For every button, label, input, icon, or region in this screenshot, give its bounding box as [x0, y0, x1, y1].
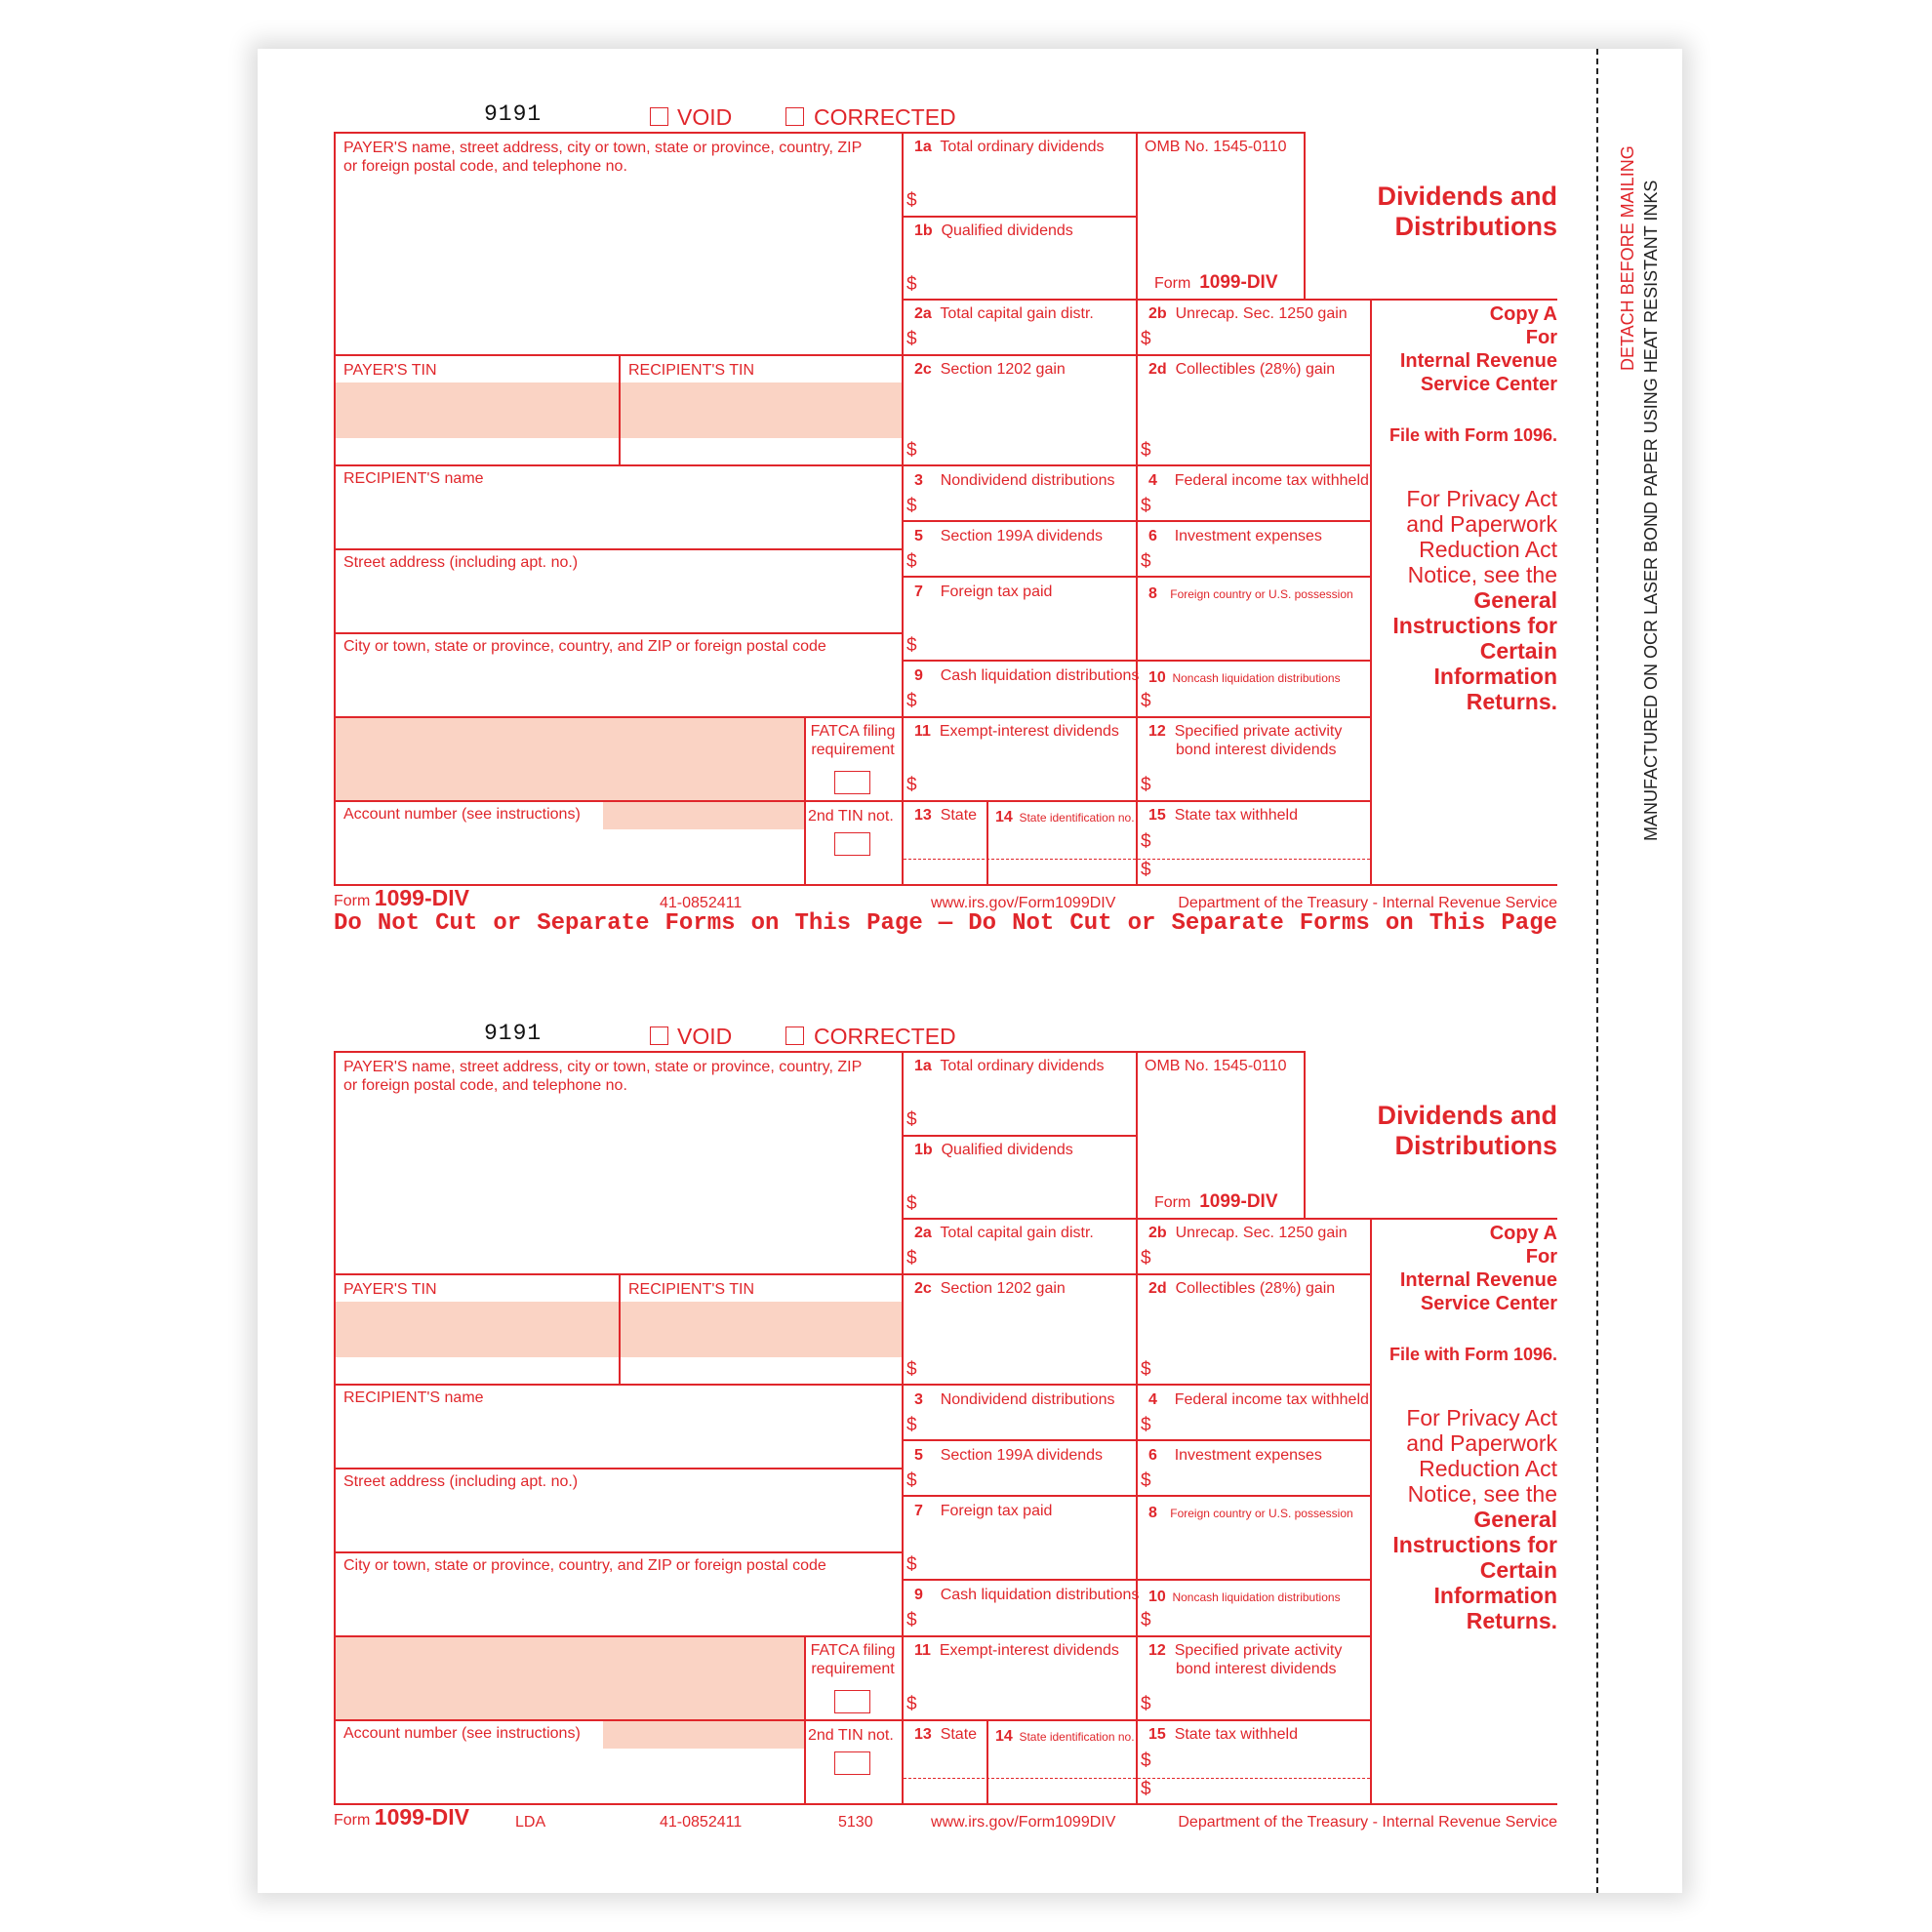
form-code: 9191	[484, 101, 543, 127]
box-5-dollar: $	[906, 551, 917, 572]
box-3-dollar: $	[906, 1415, 917, 1435]
box-1b-dollar: $	[906, 274, 917, 295]
box-13-label: 13 State	[914, 1726, 978, 1743]
void-label: VOID	[677, 1024, 733, 1049]
city-label: City or town, state or province, country, and ZIP or foreign postal code	[343, 1557, 826, 1574]
box-4-dollar: $	[1141, 496, 1151, 516]
form-code: 9191	[484, 1021, 543, 1046]
box-8-label: 8 Foreign country or U.S. possession	[1148, 1505, 1353, 1521]
account-number-field[interactable]	[603, 1721, 804, 1749]
fatca-checkbox[interactable]	[834, 1690, 870, 1713]
box-3-label: 3 Nondividend distributions	[914, 472, 1115, 489]
file-with-1096: File with Form 1096.	[1389, 425, 1557, 445]
box-11-label: 11 Exempt-interest dividends	[914, 1642, 1119, 1659]
box-6-label: 6 Investment expenses	[1148, 528, 1322, 544]
fatca-label: FATCA filing requirement	[810, 723, 896, 759]
account-number-label: Account number (see instructions)	[343, 1725, 581, 1742]
omb-number: OMB No. 1545-0110	[1145, 1058, 1287, 1074]
form-title: Dividends and Distributions	[1377, 181, 1557, 241]
box-9-label: 9 Cash liquidation distributions	[914, 667, 1140, 684]
box-6-dollar: $	[1141, 551, 1151, 572]
box-2b-label: 2b Unrecap. Sec. 1250 gain	[1148, 305, 1348, 322]
box-14-label: 14 State identification no.	[995, 809, 1135, 825]
account-number-label: Account number (see instructions)	[343, 806, 581, 823]
box-2a-dollar: $	[906, 329, 917, 349]
box-2d-dollar: $	[1141, 1359, 1151, 1380]
do-not-cut-banner: Do Not Cut or Separate Forms on This Page — Do Not Cut or Separate Forms on This Page	[334, 910, 1557, 937]
box-3-dollar: $	[906, 496, 917, 516]
form-name-box: Form 1099-DIV	[1154, 272, 1278, 293]
fatca-label: FATCA filing requirement	[810, 1642, 896, 1678]
box-1a-dollar: $	[906, 1109, 917, 1130]
box-15-dollar-2: $	[1141, 1779, 1151, 1799]
box-8-label: 8 Foreign country or U.S. possession	[1148, 585, 1353, 602]
account-number-field[interactable]	[603, 802, 804, 829]
payer-tin-label: PAYER'S TIN	[343, 362, 437, 379]
box-7-label: 7 Foreign tax paid	[914, 1503, 1053, 1519]
box-9-dollar: $	[906, 691, 917, 711]
corrected-checkbox[interactable]	[785, 107, 804, 126]
box-2c-dollar: $	[906, 1359, 917, 1380]
box-1a-label: 1a Total ordinary dividends	[914, 139, 1105, 155]
void-label: VOID	[677, 104, 733, 130]
box-5-label: 5 Section 199A dividends	[914, 528, 1104, 544]
corrected-label: CORRECTED	[814, 104, 956, 130]
box-1b-dollar: $	[906, 1193, 917, 1214]
file-with-1096: File with Form 1096.	[1389, 1345, 1557, 1364]
box-1b-label: 1b Qualified dividends	[914, 1142, 1073, 1158]
form-name-box: Form 1099-DIV	[1154, 1191, 1278, 1212]
box-2d-label: 2d Collectibles (28%) gain	[1148, 361, 1336, 378]
street-address-label: Street address (including apt. no.)	[343, 554, 579, 571]
form-1099-div-bottom	[334, 1017, 1557, 1866]
box-2c-label: 2c Section 1202 gain	[914, 361, 1066, 378]
recipient-tin-field[interactable]	[621, 382, 902, 438]
corrected-label: CORRECTED	[814, 1024, 956, 1049]
box-2b-dollar: $	[1141, 329, 1151, 349]
box-10-label: 10 Noncash liquidation distributions	[1148, 1589, 1341, 1605]
box-15-dollar-2: $	[1141, 860, 1151, 880]
payer-tin-field[interactable]	[336, 382, 619, 438]
box-6-label: 6 Investment expenses	[1148, 1447, 1322, 1464]
box-2d-label: 2d Collectibles (28%) gain	[1148, 1280, 1336, 1297]
box-3-label: 3 Nondividend distributions	[914, 1391, 1115, 1408]
fatca-checkbox[interactable]	[834, 771, 870, 794]
payer-info-label: PAYER'S name, street address, city or town, state or province, country, ZIP or foreign postal code, and telephone no.	[343, 1059, 863, 1095]
box-7-dollar: $	[906, 635, 917, 656]
box-11-dollar: $	[906, 775, 917, 795]
recipient-name-label: RECIPIENT'S name	[343, 1389, 484, 1406]
box-10-label: 10 Noncash liquidation distributions	[1148, 669, 1341, 686]
payer-tin-label: PAYER'S TIN	[343, 1281, 437, 1298]
street-address-label: Street address (including apt. no.)	[343, 1473, 579, 1490]
second-tin-label: 2nd TIN not.	[808, 808, 894, 825]
box-11-dollar: $	[906, 1694, 917, 1714]
recipient-tin-label: RECIPIENT'S TIN	[628, 1281, 754, 1298]
second-tin-checkbox[interactable]	[834, 1751, 870, 1775]
city-label: City or town, state or province, country, and ZIP or foreign postal code	[343, 638, 826, 655]
box-14-label: 14 State identification no.	[995, 1728, 1135, 1745]
footer-cat-no: 41-0852411	[660, 1814, 743, 1831]
box-12-label: 12 Specified private activity bond interest dividends	[1148, 723, 1343, 759]
manufactured-on-text: MANUFACTURED ON OCR LASER BOND PAPER USING HEAT RESISTANT INKS	[1641, 180, 1661, 841]
recipient-tin-field[interactable]	[621, 1302, 902, 1357]
corrected-checkbox[interactable]	[785, 1026, 804, 1045]
second-tin-label: 2nd TIN not.	[808, 1727, 894, 1744]
box-2d-dollar: $	[1141, 440, 1151, 461]
box-9-dollar: $	[906, 1610, 917, 1630]
box-1a-label: 1a Total ordinary dividends	[914, 1058, 1105, 1074]
box-2b-dollar: $	[1141, 1248, 1151, 1268]
box-9-label: 9 Cash liquidation distributions	[914, 1587, 1140, 1603]
box-11-label: 11 Exempt-interest dividends	[914, 723, 1119, 740]
box-5-dollar: $	[906, 1470, 917, 1491]
box-2c-dollar: $	[906, 440, 917, 461]
footer-cat-no: 41-0852411	[660, 895, 743, 911]
box-15-dollar-1: $	[1141, 831, 1151, 852]
form-title: Dividends and Distributions	[1377, 1101, 1557, 1160]
box-7-dollar: $	[906, 1554, 917, 1575]
box-5-label: 5 Section 199A dividends	[914, 1447, 1104, 1464]
privacy-notice: For Privacy Act and Paperwork Reduction Act Notice, see the General Instructions for Certain Information Returns.	[1392, 1405, 1557, 1633]
box-15-label: 15 State tax withheld	[1148, 1726, 1298, 1743]
box-1a-dollar: $	[906, 190, 917, 211]
box-2a-dollar: $	[906, 1248, 917, 1268]
box-13-label: 13 State	[914, 807, 978, 824]
box-12-dollar: $	[1141, 775, 1151, 795]
recipient-name-label: RECIPIENT'S name	[343, 470, 484, 487]
footer-form-name: Form 1099-DIV	[334, 885, 469, 910]
box-10-dollar: $	[1141, 691, 1151, 711]
box-15-label: 15 State tax withheld	[1148, 807, 1298, 824]
recipient-tin-label: RECIPIENT'S TIN	[628, 362, 754, 379]
box-2a-label: 2a Total capital gain distr.	[914, 1225, 1094, 1241]
box-6-dollar: $	[1141, 1470, 1151, 1491]
box-4-label: 4 Federal income tax withheld	[1148, 472, 1369, 489]
form-1099-div-top	[334, 98, 1557, 946]
footer-dept: Department of the Treasury - Internal Revenue Service	[1178, 895, 1557, 911]
payer-tin-field[interactable]	[336, 1302, 619, 1357]
footer-lda: LDA	[515, 1814, 546, 1831]
box-15-dollar-1: $	[1141, 1751, 1151, 1771]
footer-dept: Department of the Treasury - Internal Revenue Service	[1178, 1814, 1557, 1831]
box-4-label: 4 Federal income tax withheld	[1148, 1391, 1369, 1408]
detach-before-mailing-text: DETACH BEFORE MAILING	[1618, 145, 1637, 371]
box-2b-label: 2b Unrecap. Sec. 1250 gain	[1148, 1225, 1348, 1241]
shaded-area	[336, 718, 804, 800]
box-2a-label: 2a Total capital gain distr.	[914, 305, 1094, 322]
copy-a-info: Copy A For Internal Revenue Service Center	[1399, 303, 1557, 395]
privacy-notice: For Privacy Act and Paperwork Reduction Act Notice, see the General Instructions for Certain Information Returns.	[1392, 486, 1557, 714]
box-2c-label: 2c Section 1202 gain	[914, 1280, 1066, 1297]
shaded-area	[336, 1637, 804, 1719]
box-12-label: 12 Specified private activity bond interest dividends	[1148, 1642, 1343, 1678]
box-1b-label: 1b Qualified dividends	[914, 222, 1073, 239]
payer-info-label: PAYER'S name, street address, city or town, state or province, country, ZIP or foreign postal code, and telephone no.	[343, 140, 863, 176]
box-10-dollar: $	[1141, 1610, 1151, 1630]
omb-number: OMB No. 1545-0110	[1145, 139, 1287, 155]
copy-a-info: Copy A For Internal Revenue Service Center	[1399, 1223, 1557, 1314]
detach-cut-line	[1596, 49, 1598, 1893]
box-4-dollar: $	[1141, 1415, 1151, 1435]
void-checkbox[interactable]	[650, 107, 668, 126]
box-12-dollar: $	[1141, 1694, 1151, 1714]
footer-url: www.irs.gov/Form1099DIV	[931, 1814, 1116, 1831]
footer-form-name: Form 1099-DIV	[334, 1804, 469, 1830]
footer-url: www.irs.gov/Form1099DIV	[931, 895, 1116, 911]
footer-code: 5130	[838, 1814, 873, 1831]
second-tin-checkbox[interactable]	[834, 832, 870, 856]
void-checkbox[interactable]	[650, 1026, 668, 1045]
box-7-label: 7 Foreign tax paid	[914, 584, 1053, 600]
